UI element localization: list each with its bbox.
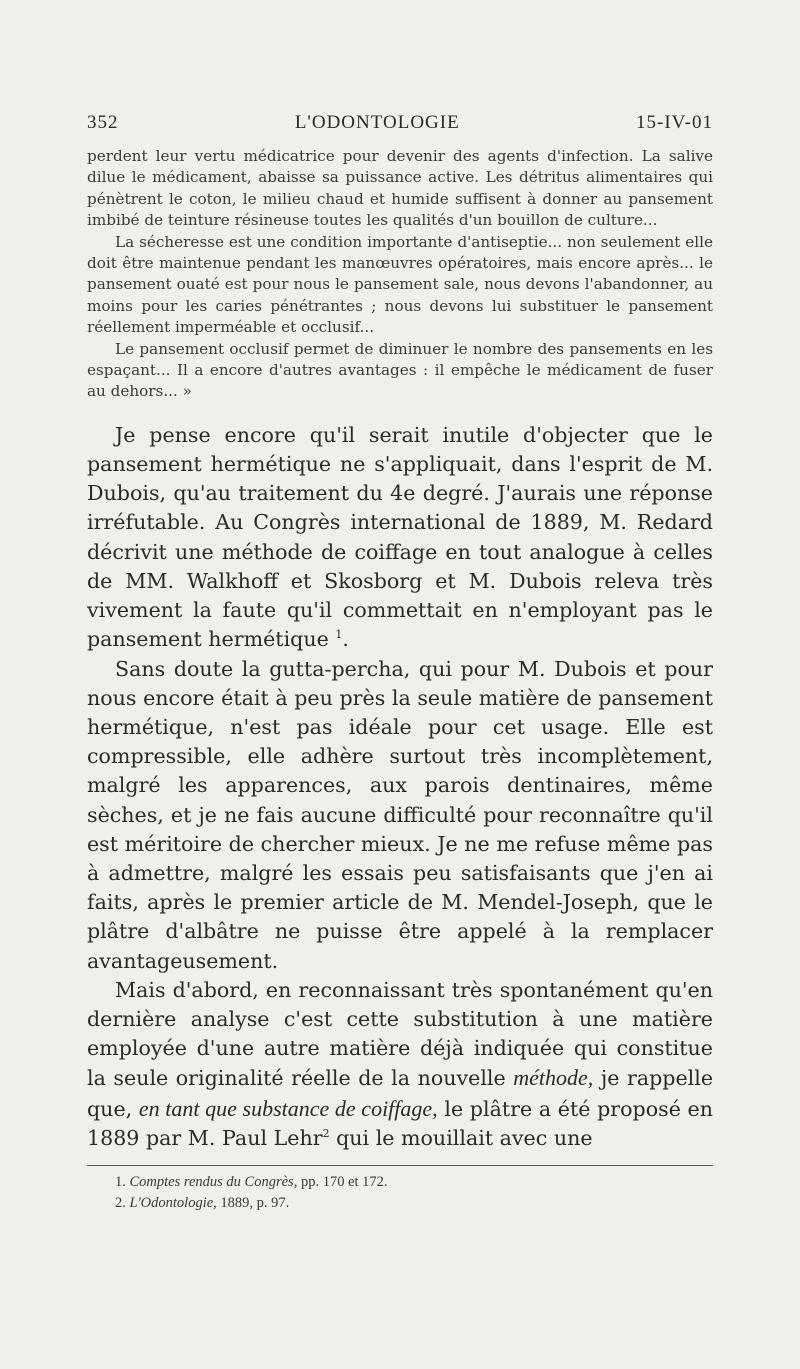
footnote-1-number: 1. <box>115 1173 126 1190</box>
quote-paragraph-1: perdent leur vertu médicatrice pour devenir des agents d'infection. La salive dilue le médicament, abaisse sa puissance active. Les détritus alimentaires qui pénètrent le coton, le milieu chaud et humide suffisent à donner au pansement imbibé de teinture résineuse toutes les qualités d'un bouillon de culture... <box>87 147 713 230</box>
footnote-2-title: L'Odontologie, <box>129 1194 217 1211</box>
body-paragraph-3 <box>87 976 713 1153</box>
footnote-1 <box>115 1172 713 1193</box>
issue-date: 15-IV-01 <box>636 112 713 133</box>
quoted-passage <box>87 146 713 403</box>
body-paragraph-1-end: . <box>342 627 349 652</box>
journal-title: L'ODONTOLOGIE <box>294 112 460 133</box>
italic-methode: méthode, <box>513 1065 594 1091</box>
body-paragraph-3-part-c: le plâtre a été proposé en 1889 par M. Paul Lehr <box>87 1096 714 1150</box>
italic-substance: en tant que substance de coiffage, <box>138 1095 438 1121</box>
footnote-ref-2: 2 <box>322 1126 330 1140</box>
footnote-divider <box>87 1165 713 1166</box>
footnote-ref-1: 1 <box>335 628 343 642</box>
document-page <box>87 112 713 1214</box>
footnote-2-number: 2. <box>115 1194 126 1211</box>
body-paragraph-1 <box>87 421 713 655</box>
body-paragraph-3-part-a: Mais d'abord, en reconnaissant très spontanément qu'en dernière analyse c'est cette substitution à une matière employée d'une autre matière déjà indiquée qui constitue la seule originalité réelle de la nouvelle <box>87 977 713 1091</box>
quote-paragraph-3: Le pansement occlusif permet de diminuer le nombre des pansements en les espaçant... Il a encore d'autres avantages : il empêche le médicament de fuser au dehors... » <box>87 339 713 401</box>
footnote-2-pages: 1889, p. 97. <box>220 1194 290 1211</box>
body-text <box>87 421 713 1153</box>
body-paragraph-3-part-b: je rappelle que, <box>87 1066 714 1121</box>
page-number: 352 <box>87 112 119 133</box>
footnote-1-pages: pp. 170 et 172. <box>300 1173 388 1190</box>
body-paragraph-1-text: Je pense encore qu'il serait inutile d'objecter que le pansement hermétique ne s'appliquait, dans l'esprit de M. Dubois, qu'au traitement du 4e degré. J'aurais une réponse irréfutable. Au Congrès international de 1889, M. Redard décrivit une méthode de coiffage en tout analogue à celles de MM. Walkhoff et Skosborg et M. Dubois releva très vivement la faute qu'il commettait en n'employant pas le pansement hermétique <box>87 422 713 652</box>
running-header <box>87 112 713 146</box>
body-paragraph-3-part-d: qui le mouillait avec une <box>336 1125 593 1150</box>
body-paragraph-2: Sans doute la gutta-percha, qui pour M. Dubois et pour nous encore était à peu près la seule matière de pansement hermétique, n'est pas idéale pour cet usage. Elle est compressible, elle adhère surtout très incomplètement, malgré les apparences, aux parois dentinaires, même sèches, et je ne fais aucune difficulté pour reconnaître qu'il est méritoire de chercher mieux. Je ne me refuse même pas à admettre, malgré les essais peu satisfaisants que j'en ai faits, après le premier article de M. Mendel-Joseph, que le plâtre d'albâtre ne puisse être appelé à la remplacer avantageusement. <box>87 656 713 973</box>
footnote-2 <box>115 1193 713 1214</box>
footnotes <box>87 1172 713 1214</box>
quote-paragraph-2: La sécheresse est une condition importante d'antiseptie... non seulement elle doit être maintenue pendant les manœuvres opératoires, mais encore après... le pansement ouaté est pour nous le pansement sale, nous devons l'abandonner, au moins pour les caries pénétrantes ; nous devons lui substituer le pansement réellement imperméable et occlusif... <box>87 232 713 337</box>
footnote-1-title: Comptes rendus du Congrès, <box>129 1173 298 1190</box>
